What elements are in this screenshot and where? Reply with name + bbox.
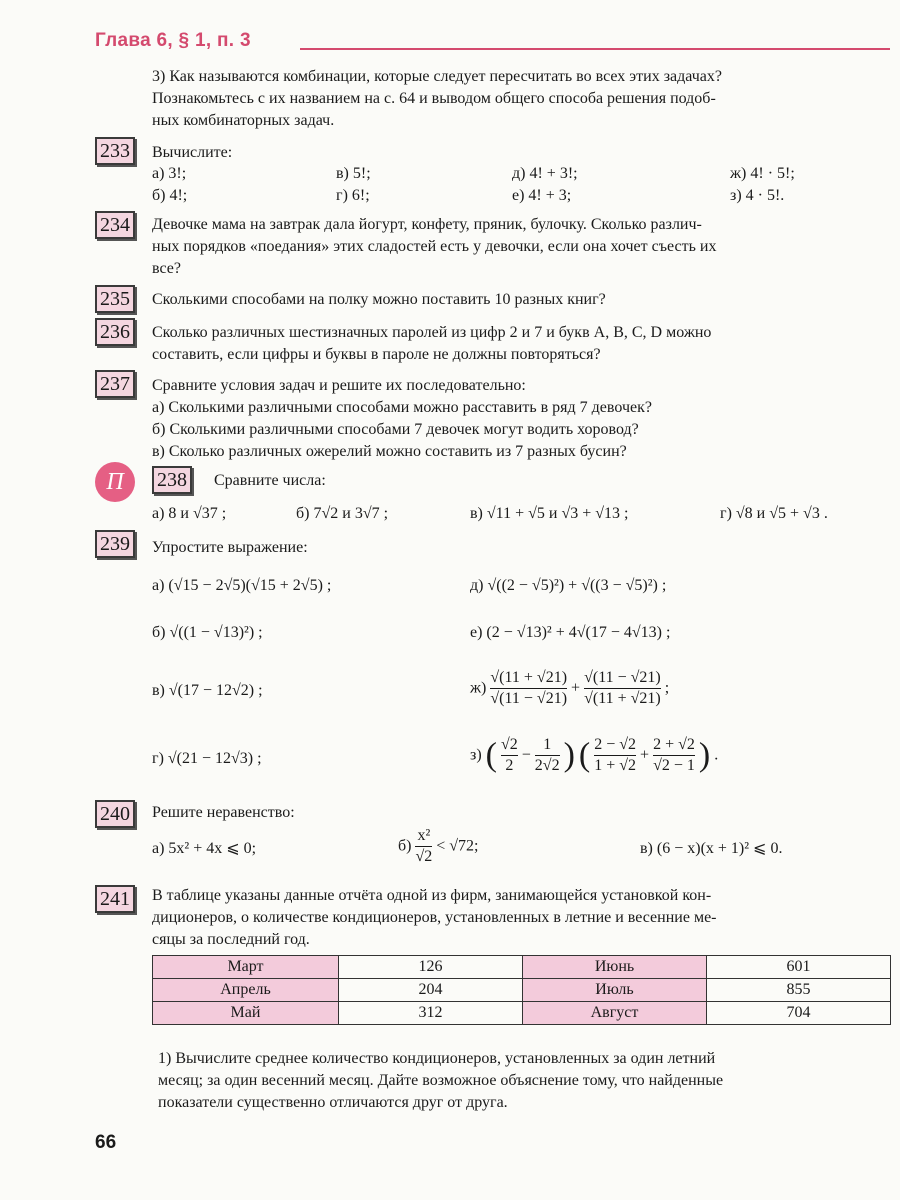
pi-marker-icon: П [95, 462, 135, 502]
table-cell: Июнь [523, 956, 707, 979]
fraction [584, 668, 661, 709]
table-cell: 204 [339, 979, 523, 1002]
table-cell: 126 [339, 956, 523, 979]
problem-239-b: б) √((1 − √13)²) ; [152, 624, 263, 641]
semicolon: ; [664, 679, 670, 697]
table-cell: Май [153, 1002, 339, 1025]
chapter-header: Глава 6, § 1, п. 3 [95, 30, 251, 51]
table-cell: 601 [707, 956, 891, 979]
intro-line-3: ных комбинаторных задач. [152, 112, 335, 129]
problem-239-g: г) √(21 − 12√3) ; [152, 750, 262, 767]
fraction-numerator: 1 [543, 736, 552, 753]
problem-237-line-4: в) Сколько различных ожерелий можно составить из 7 разных бусин? [152, 443, 627, 460]
problem-240-c: в) (6 − x)(x + 1)² ⩽ 0. [640, 840, 783, 857]
problem-233-item: а) 3!; [152, 165, 187, 182]
problem-236-line-2: составить, если цифры и буквы в пароле не должны повторяться? [152, 346, 601, 363]
problem-238-a: а) 8 и √37 ; [152, 505, 227, 522]
fraction-denominator: √2 − 1 [653, 757, 695, 774]
problem-239-d: д) √((2 − √5)²) + √((3 − √5)²) ; [470, 577, 667, 594]
fraction-numerator: x² [417, 827, 431, 844]
fraction-denominator: √(11 − √21) [490, 690, 568, 707]
problem-237-line-2: а) Сколькими различными способами можно расставить в ряд 7 девочек? [152, 399, 652, 416]
intro-line-1: 3) Как называются комбинации, которые следует пересчитать во всех этих задачах? [152, 68, 722, 85]
problem-239-z [470, 735, 718, 776]
problem-number-238: 238 [152, 466, 192, 494]
period: . [714, 746, 719, 764]
fraction-numerator: √2 [500, 736, 518, 753]
problem-number-234: 234 [95, 211, 135, 239]
problem-239-v: в) √(17 − 12√2) ; [152, 682, 263, 699]
table-row [153, 956, 891, 979]
fraction-numerator: √(11 − √21) [584, 669, 661, 686]
fraction-denominator: 1 + √2 [594, 757, 637, 774]
left-paren: ( [485, 736, 497, 774]
problem-234-line-1: Девочке мама на завтрак дала йогурт, конфету, пряник, булочку. Сколько различ- [152, 216, 702, 233]
problem-241-line-2: диционеров, о количестве кондиционеров, установленных в летние и весенние ме- [152, 909, 717, 926]
problem-240-b-label: б) [398, 837, 412, 855]
minus-sign: − [521, 746, 531, 764]
problem-237-line-1: Сравните условия задач и решите их последовательно: [152, 377, 526, 394]
table-cell: Август [523, 1002, 707, 1025]
problem-233-text: Вычислите: [152, 144, 233, 161]
problem-233-item: б) 4!; [152, 187, 188, 204]
fraction [501, 735, 518, 776]
installations-table [152, 955, 891, 1025]
fraction-numerator: √(11 + √21) [490, 669, 568, 686]
problem-238-c: в) √11 + √5 и √3 + √13 ; [470, 505, 629, 522]
fraction-denominator: 2√2 [534, 757, 560, 774]
problem-number-237: 237 [95, 370, 135, 398]
problem-233-item: ж) 4! · 5!; [730, 165, 795, 182]
problem-239-e: е) (2 − √13)² + 4√(17 − 4√13) ; [470, 624, 671, 641]
table-cell: 312 [339, 1002, 523, 1025]
problem-234-line-3: все? [152, 260, 181, 277]
right-paren: ) [698, 736, 711, 774]
problem-235-text: Сколькими способами на полку можно поставить 10 разных книг? [152, 291, 606, 308]
problem-236-line-1: Сколько различных шестизначных паролей из цифр 2 и 7 и букв A, B, C, D можно [152, 324, 712, 341]
problem-number-239: 239 [95, 530, 135, 558]
problem-number-236: 236 [95, 318, 135, 346]
intro-line-2: Познакомьтесь с их названием на с. 64 и выводом общего способа решения подоб- [152, 90, 716, 107]
fraction [535, 735, 560, 776]
fraction-denominator: 2 [501, 755, 518, 776]
table-cell: Июль [523, 979, 707, 1002]
problem-238-text: Сравните числа: [214, 472, 326, 489]
fraction-denominator: √2 [415, 848, 433, 865]
problem-241-question-line-3: показатели существенно отличаются друг от друга. [158, 1094, 508, 1111]
problem-239-text: Упростите выражение: [152, 539, 308, 556]
problem-240-text: Решите неравенство: [152, 804, 295, 821]
table-cell: 704 [707, 1002, 891, 1025]
problem-number-233: 233 [95, 137, 135, 165]
fraction [653, 735, 695, 776]
fraction [415, 826, 432, 867]
table-row [153, 979, 891, 1002]
table-cell: Март [153, 956, 339, 979]
problem-233-item: е) 4! + 3; [512, 187, 572, 204]
right-paren: ) [563, 736, 575, 774]
fraction-numerator: 2 + √2 [653, 736, 695, 753]
table-cell: 855 [707, 979, 891, 1002]
problem-233-item: з) 4 · 5!. [730, 187, 785, 204]
problem-234-line-2: ных порядков «поедания» этих сладостей есть у девочки, если она хочет съесть их [152, 238, 717, 255]
table-row [153, 1002, 891, 1025]
problem-number-235: 235 [95, 285, 135, 313]
problem-233-item: д) 4! + 3!; [512, 165, 578, 182]
problem-number-240: 240 [95, 800, 135, 828]
page-number: 66 [95, 1132, 117, 1153]
problem-241-line-3: сяцы за последний год. [152, 931, 310, 948]
problem-233-item: г) 6!; [336, 187, 370, 204]
problem-number-241: 241 [95, 885, 135, 913]
problem-238-b: б) 7√2 и 3√7 ; [296, 505, 389, 522]
problem-238-d: г) √8 и √5 + √3 . [720, 505, 828, 522]
problem-241-question-line-2: месяц; за один весенний месяц. Дайте возможное объяснение тому, что найденные [158, 1072, 724, 1089]
header-rule [300, 48, 890, 50]
fraction [594, 735, 636, 776]
table-cell: Апрель [153, 979, 339, 1002]
problem-239-a: а) (√15 − 2√5)(√15 + 2√5) ; [152, 577, 332, 594]
problem-240-b [398, 826, 479, 867]
problem-240-a: а) 5x² + 4x ⩽ 0; [152, 840, 257, 857]
fraction-numerator: 2 − √2 [594, 736, 637, 753]
problem-239-zh-label: ж) [470, 679, 487, 697]
problem-233-item: в) 5!; [336, 165, 371, 182]
problem-240-b-rest: < √72; [436, 837, 479, 855]
fraction-denominator: √(11 + √21) [584, 690, 661, 707]
problem-241-line-1: В таблице указаны данные отчёта одной из фирм, занимающейся установкой кон- [152, 887, 712, 904]
problem-241-question-line-1: 1) Вычислите среднее количество кондиционеров, установленных за один летний [158, 1050, 716, 1067]
plus-sign: + [571, 679, 581, 697]
problem-239-zh [470, 668, 669, 709]
problem-237-line-3: б) Сколькими различными способами 7 девочек могут водить хоровод? [152, 421, 639, 438]
fraction [490, 668, 567, 709]
plus-sign: + [640, 746, 650, 764]
left-paren: ( [578, 736, 591, 774]
problem-239-z-label: з) [470, 746, 482, 764]
